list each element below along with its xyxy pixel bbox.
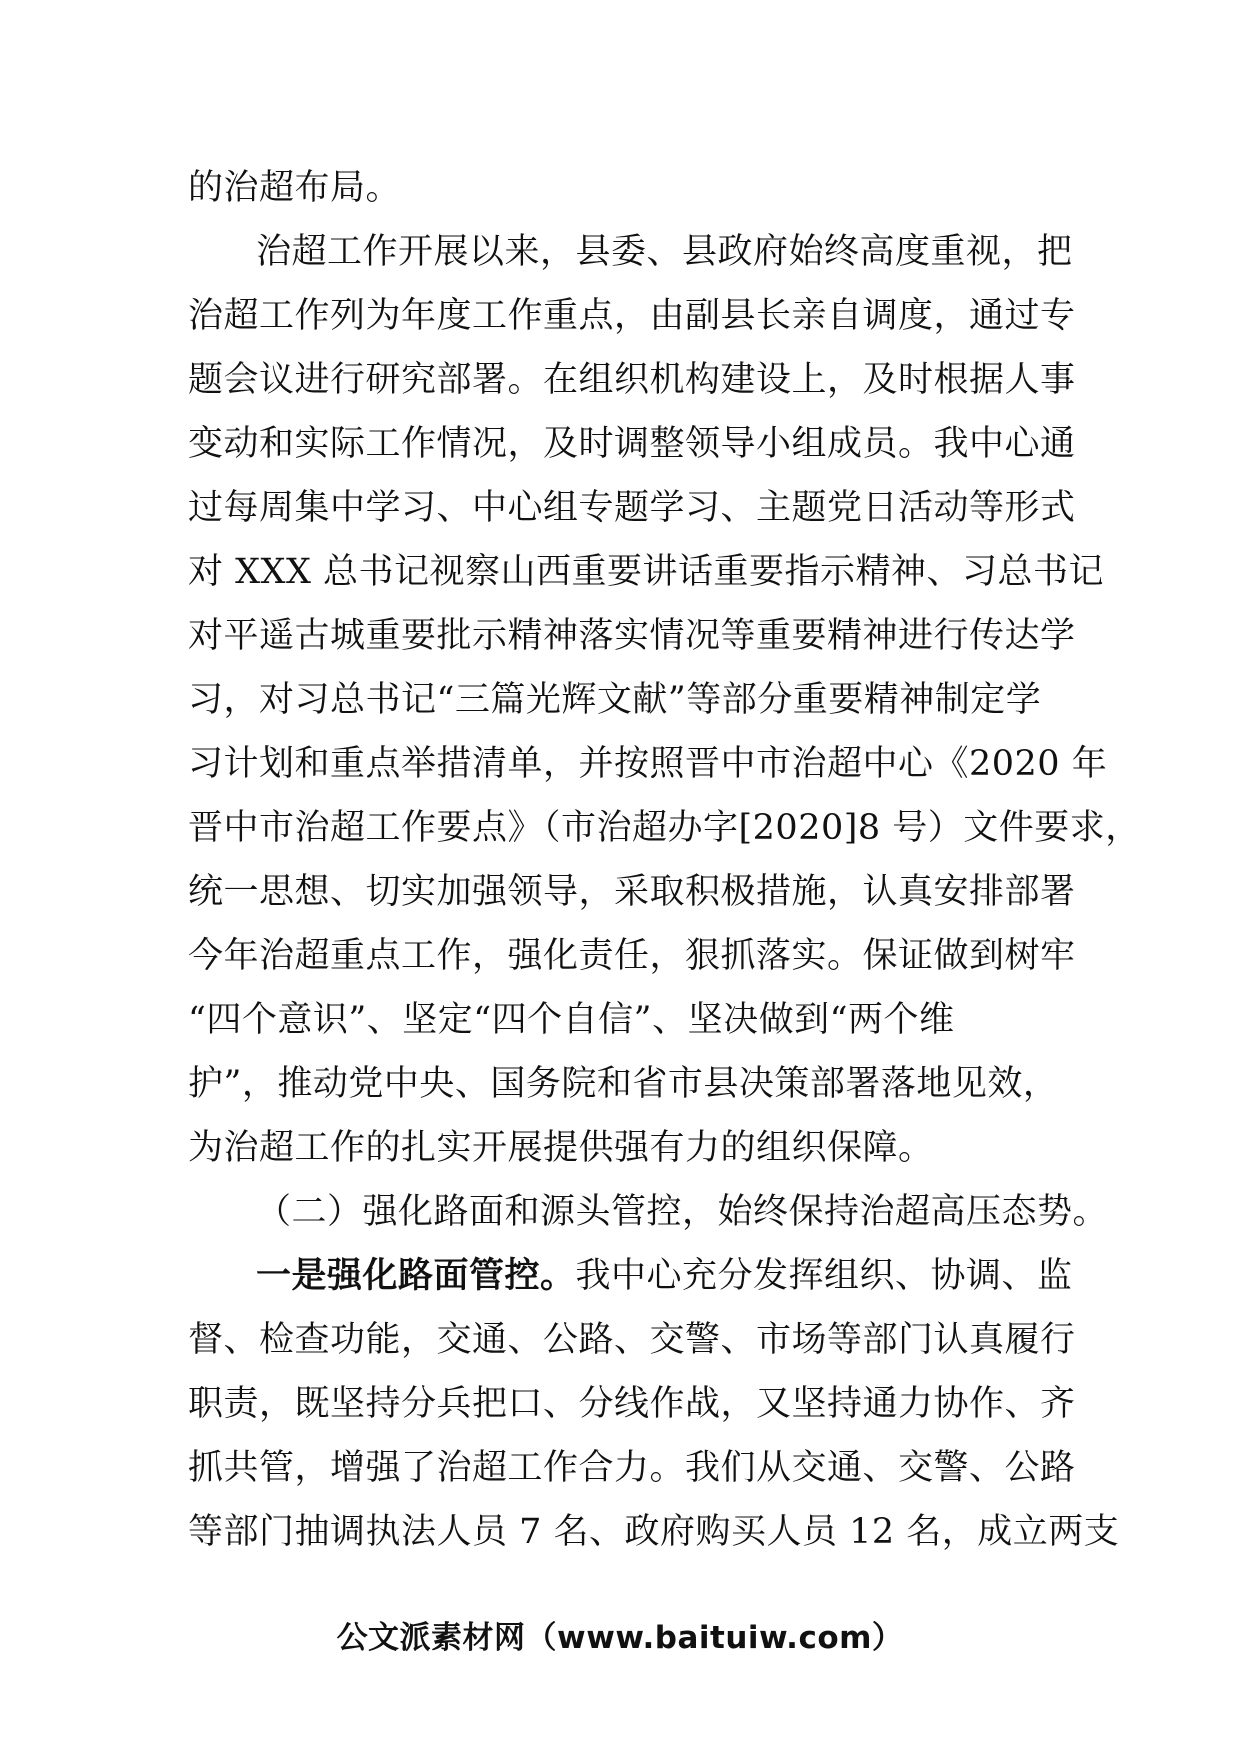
paragraph-line: 习，对习总书记“三篇光辉文献”等部分重要精神制定学	[188, 680, 1042, 720]
paragraph-line: 对平遥古城重要批示精神落实情况等重要精神进行传达学	[188, 616, 1076, 656]
paragraph-line: 督、检查功能，交通、公路、交警、市场等部门认真履行	[188, 1320, 1076, 1360]
paragraph-line: “四个意识”、坚定“四个自信”、坚决做到“两个维	[188, 1000, 955, 1040]
paragraph-line-text: 我中心充分发挥组织、协调、监	[575, 1256, 1073, 1296]
paragraph-line: 过每周集中学习、中心组专题学习、主题党日活动等形式	[188, 488, 1076, 528]
paragraph-line	[188, 1244, 1073, 1308]
document-body	[188, 156, 1141, 1564]
section-heading: （二）强化路面和源头管控，始终保持治超高压态势。	[256, 1192, 1109, 1232]
paragraph-line: 抓共管，增强了治超工作合力。我们从交通、交警、公路	[188, 1448, 1076, 1488]
paragraph-line: 治超工作列为年度工作重点，由副县长亲自调度，通过专	[188, 296, 1076, 336]
paragraph-line: 等部门抽调执法人员 7 名、政府购买人员 12 名，成立两支	[188, 1512, 1120, 1552]
paragraph-line: 职责，既坚持分兵把口、分线作战，又坚持通力协作、齐	[188, 1384, 1076, 1424]
paragraph-line: 治超工作开展以来，县委、县政府始终高度重视，把	[256, 232, 1073, 272]
paragraph-line: 为治超工作的扎实开展提供强有力的组织保障。	[188, 1128, 934, 1168]
paragraph-line: 习计划和重点举措清单，并按照晋中市治超中心《2020 年	[188, 744, 1108, 784]
paragraph-line: 题会议进行研究部署。在组织机构建设上，及时根据人事	[188, 360, 1076, 400]
paragraph-line: 对 XXX 总书记视察山西重要讲话重要指示精神、习总书记	[188, 552, 1105, 592]
paragraph-line: 护”，推动党中央、国务院和省市县决策部署落地见效，	[188, 1064, 1059, 1104]
paragraph-line: 的治超布局。	[188, 168, 402, 208]
paragraph-line: 变动和实际工作情况，及时调整领导小组成员。我中心通	[188, 424, 1076, 464]
footer-watermark-text: 公文派素材网（www.baituiw.com）	[336, 1620, 904, 1656]
paragraph-line: 统一思想、切实加强领导，采取积极措施，认真安排部署	[188, 872, 1076, 912]
paragraph-line: 今年治超重点工作，强化责任，狠抓落实。保证做到树牢	[188, 936, 1076, 976]
paragraph-lead-bold: 一是强化路面管控。	[256, 1255, 576, 1296]
paragraph-line: 晋中市治超工作要点》（市治超办字[2020]8 号）文件要求，	[188, 808, 1141, 848]
